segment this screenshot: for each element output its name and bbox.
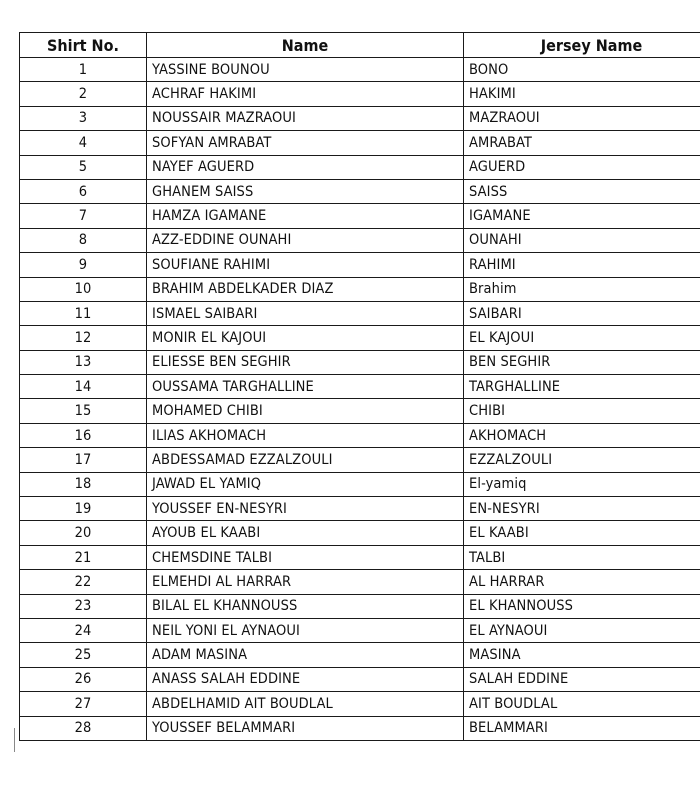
- player-name-cell: ELMEHDI AL HARRAR: [147, 570, 464, 594]
- shirt-number-cell: 18: [20, 472, 147, 496]
- player-name-cell: YASSINE BOUNOU: [147, 58, 464, 82]
- player-name-cell: ACHRAF HAKIMI: [147, 82, 464, 106]
- shirt-number-cell: 6: [20, 179, 147, 203]
- table-row: [20, 301, 700, 325]
- player-name-cell: MONIR EL KAJOUI: [147, 326, 464, 350]
- table-body: [20, 58, 700, 741]
- player-name-cell: YOUSSEF BELAMMARI: [147, 716, 464, 740]
- player-name-cell: ISMAEL SAIBARI: [147, 301, 464, 325]
- table-row: [20, 618, 700, 642]
- table-row: [20, 423, 700, 447]
- shirt-number-cell: 24: [20, 618, 147, 642]
- table-row: [20, 350, 700, 374]
- header-name: Name: [147, 33, 464, 58]
- shirt-number-cell: 13: [20, 350, 147, 374]
- jersey-name-cell: SAIBARI: [464, 301, 700, 325]
- shirt-number-cell: 17: [20, 448, 147, 472]
- table-row: [20, 82, 700, 106]
- jersey-name-cell: AGUERD: [464, 155, 700, 179]
- table-row: [20, 58, 700, 82]
- page-edge-line: [14, 728, 15, 752]
- table-row: [20, 497, 700, 521]
- shirt-number-cell: 15: [20, 399, 147, 423]
- shirt-number-cell: 5: [20, 155, 147, 179]
- table-row: [20, 643, 700, 667]
- table-row: [20, 472, 700, 496]
- header-jersey-name: Jersey Name: [464, 33, 700, 58]
- table-row: [20, 399, 700, 423]
- table-row: [20, 277, 700, 301]
- player-name-cell: ADAM MASINA: [147, 643, 464, 667]
- jersey-name-cell: MAZRAOUI: [464, 106, 700, 130]
- player-name-cell: NEIL YONI EL AYNAOUI: [147, 618, 464, 642]
- shirt-number-cell: 3: [20, 106, 147, 130]
- table-row: [20, 228, 700, 252]
- shirt-number-cell: 12: [20, 326, 147, 350]
- jersey-name-cell: El-yamiq: [464, 472, 700, 496]
- shirt-number-cell: 25: [20, 643, 147, 667]
- shirt-number-cell: 9: [20, 253, 147, 277]
- jersey-name-cell: TALBI: [464, 545, 700, 569]
- player-name-cell: GHANEM SAISS: [147, 179, 464, 203]
- table-row: [20, 594, 700, 618]
- player-name-cell: YOUSSEF EN-NESYRI: [147, 497, 464, 521]
- jersey-name-cell: HAKIMI: [464, 82, 700, 106]
- shirt-number-cell: 1: [20, 58, 147, 82]
- player-name-cell: MOHAMED CHIBI: [147, 399, 464, 423]
- squad-roster-table: [19, 32, 700, 741]
- player-name-cell: ABDESSAMAD EZZALZOULI: [147, 448, 464, 472]
- jersey-name-cell: EN-NESYRI: [464, 497, 700, 521]
- table-row: [20, 375, 700, 399]
- jersey-name-cell: AKHOMACH: [464, 423, 700, 447]
- jersey-name-cell: MASINA: [464, 643, 700, 667]
- jersey-name-cell: AIT BOUDLAL: [464, 692, 700, 716]
- shirt-number-cell: 8: [20, 228, 147, 252]
- table-row: [20, 179, 700, 203]
- jersey-name-cell: OUNAHI: [464, 228, 700, 252]
- player-name-cell: SOUFIANE RAHIMI: [147, 253, 464, 277]
- table-row: [20, 155, 700, 179]
- jersey-name-cell: BEN SEGHIR: [464, 350, 700, 374]
- table-row: [20, 326, 700, 350]
- jersey-name-cell: AL HARRAR: [464, 570, 700, 594]
- shirt-number-cell: 10: [20, 277, 147, 301]
- player-name-cell: NAYEF AGUERD: [147, 155, 464, 179]
- shirt-number-cell: 28: [20, 716, 147, 740]
- shirt-number-cell: 2: [20, 82, 147, 106]
- shirt-number-cell: 23: [20, 594, 147, 618]
- jersey-name-cell: Brahim: [464, 277, 700, 301]
- jersey-name-cell: EL AYNAOUI: [464, 618, 700, 642]
- table-row: [20, 204, 700, 228]
- table-row: [20, 692, 700, 716]
- player-name-cell: ELIESSE BEN SEGHIR: [147, 350, 464, 374]
- table-row: [20, 521, 700, 545]
- jersey-name-cell: BONO: [464, 58, 700, 82]
- table-header: [20, 33, 700, 58]
- table-row: [20, 667, 700, 691]
- player-name-cell: NOUSSAIR MAZRAOUI: [147, 106, 464, 130]
- jersey-name-cell: SALAH EDDINE: [464, 667, 700, 691]
- jersey-name-cell: IGAMANE: [464, 204, 700, 228]
- table-row: [20, 106, 700, 130]
- shirt-number-cell: 11: [20, 301, 147, 325]
- table-row: [20, 716, 700, 740]
- jersey-name-cell: BELAMMARI: [464, 716, 700, 740]
- shirt-number-cell: 16: [20, 423, 147, 447]
- shirt-number-cell: 22: [20, 570, 147, 594]
- player-name-cell: ILIAS AKHOMACH: [147, 423, 464, 447]
- jersey-name-cell: RAHIMI: [464, 253, 700, 277]
- shirt-number-cell: 14: [20, 375, 147, 399]
- player-name-cell: AYOUB EL KAABI: [147, 521, 464, 545]
- jersey-name-cell: EL KAJOUI: [464, 326, 700, 350]
- header-row: [20, 33, 700, 58]
- player-name-cell: ANASS SALAH EDDINE: [147, 667, 464, 691]
- player-name-cell: HAMZA IGAMANE: [147, 204, 464, 228]
- jersey-name-cell: EZZALZOULI: [464, 448, 700, 472]
- shirt-number-cell: 21: [20, 545, 147, 569]
- shirt-number-cell: 7: [20, 204, 147, 228]
- table-row: [20, 570, 700, 594]
- jersey-name-cell: TARGHALLINE: [464, 375, 700, 399]
- table-row: [20, 545, 700, 569]
- shirt-number-cell: 26: [20, 667, 147, 691]
- player-name-cell: ABDELHAMID AIT BOUDLAL: [147, 692, 464, 716]
- player-name-cell: AZZ-EDDINE OUNAHI: [147, 228, 464, 252]
- header-shirt-no: Shirt No.: [20, 33, 147, 58]
- shirt-number-cell: 27: [20, 692, 147, 716]
- player-name-cell: BRAHIM ABDELKADER DIAZ: [147, 277, 464, 301]
- player-name-cell: SOFYAN AMRABAT: [147, 131, 464, 155]
- player-name-cell: CHEMSDINE TALBI: [147, 545, 464, 569]
- jersey-name-cell: SAISS: [464, 179, 700, 203]
- jersey-name-cell: EL KHANNOUSS: [464, 594, 700, 618]
- table-row: [20, 253, 700, 277]
- jersey-name-cell: AMRABAT: [464, 131, 700, 155]
- jersey-name-cell: CHIBI: [464, 399, 700, 423]
- shirt-number-cell: 4: [20, 131, 147, 155]
- jersey-name-cell: EL KAABI: [464, 521, 700, 545]
- table-row: [20, 131, 700, 155]
- table-row: [20, 448, 700, 472]
- shirt-number-cell: 19: [20, 497, 147, 521]
- player-name-cell: JAWAD EL YAMIQ: [147, 472, 464, 496]
- shirt-number-cell: 20: [20, 521, 147, 545]
- player-name-cell: BILAL EL KHANNOUSS: [147, 594, 464, 618]
- player-name-cell: OUSSAMA TARGHALLINE: [147, 375, 464, 399]
